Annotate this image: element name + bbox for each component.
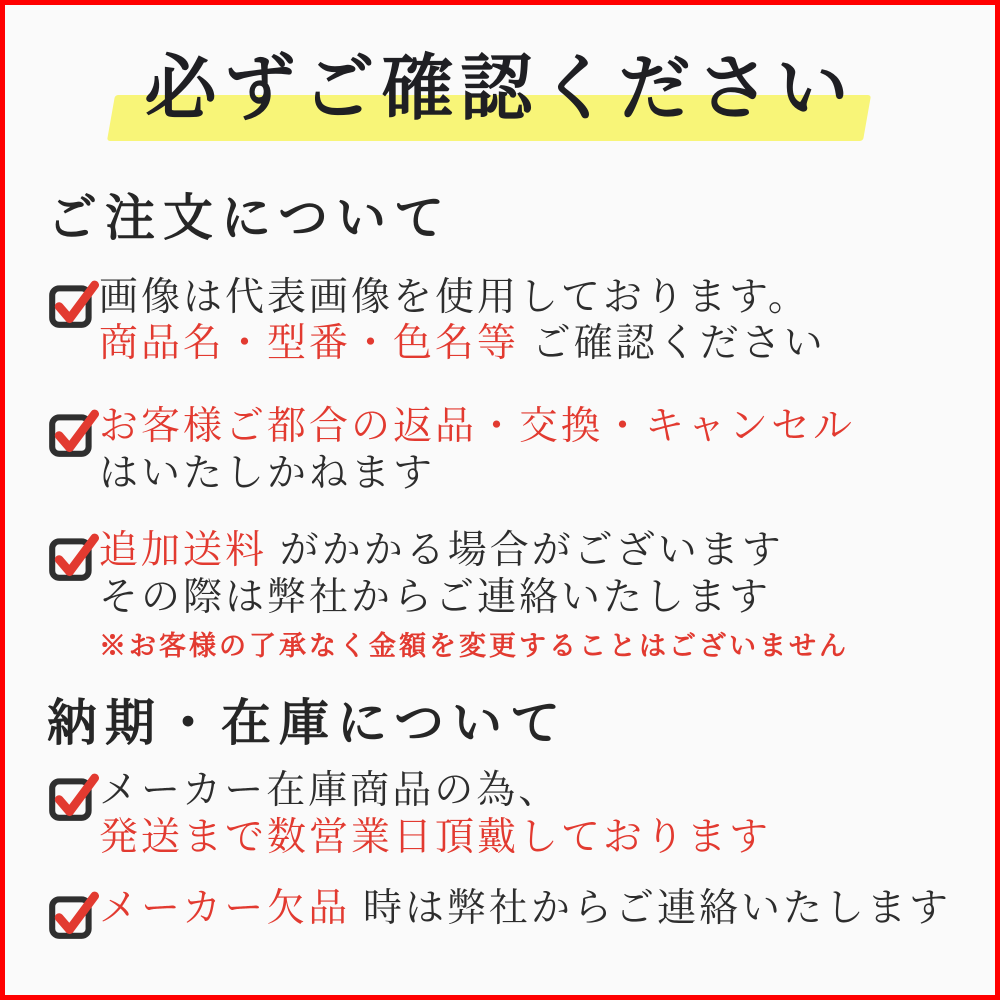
checked-checkbox-icon [47,889,99,941]
notice-item-maker-stock [47,768,955,862]
notice-segment: 時は弊社からご連絡いたします [362,887,951,931]
notice-segment-emphasis: メーカー欠品 [99,887,351,931]
checked-checkbox-icon [47,278,99,330]
notice-segment-emphasis: 追加送料 [99,528,268,572]
notice-footnote: ※お客様の了承なく金額を変更することはございません [99,631,849,662]
notice-line [99,886,951,933]
notice-item-representative-image [47,275,955,369]
notice-segment: メーカー在庫商品の為、 [99,769,561,813]
notice-segment-emphasis: 商品名・型番・色名等 [99,322,520,366]
notice-item-maker-shortage [47,886,955,941]
notice-line [99,321,826,368]
notice-item-text [99,528,849,665]
checked-checkbox-icon [47,771,99,823]
notice-segment-emphasis: お客様ご都合の返品・交換・キャンセル [99,405,856,449]
notice-line [99,275,826,322]
notice-line [99,528,849,575]
notice-segment: ご確認ください [531,322,826,366]
notice-segment: その際は弊社からご連絡いたします [99,575,772,619]
notice-item-extra-shipping [47,528,955,665]
page-title-text: 必ずご確認ください [144,49,856,129]
notice-segment: 画像は代表画像を使用しております。 [99,275,810,319]
section-orders-heading: ご注文について [47,189,452,246]
notice-line [99,451,855,498]
notice-line [99,575,849,622]
notice-item-returns [47,404,955,498]
notice-line [99,404,855,451]
notice-content [47,187,955,941]
checked-checkbox-icon [47,531,99,583]
section-delivery-stock-heading: 納期・在庫について [47,695,568,752]
notice-item-text [99,768,771,862]
page-title [5,43,995,137]
notice-item-text [99,886,951,933]
notice-segment: がかかる場合がございます [279,528,784,572]
section-delivery-stock [47,692,955,941]
notice-segment: はいたしかねます [99,451,436,495]
notice-line [99,768,771,815]
notice-item-text [99,275,826,369]
notice-line [99,815,771,862]
notice-segment-emphasis: 発送まで数営業日頂戴しております [99,816,772,860]
section-orders [47,187,955,665]
checked-checkbox-icon [47,407,99,459]
notice-item-text [99,404,855,498]
